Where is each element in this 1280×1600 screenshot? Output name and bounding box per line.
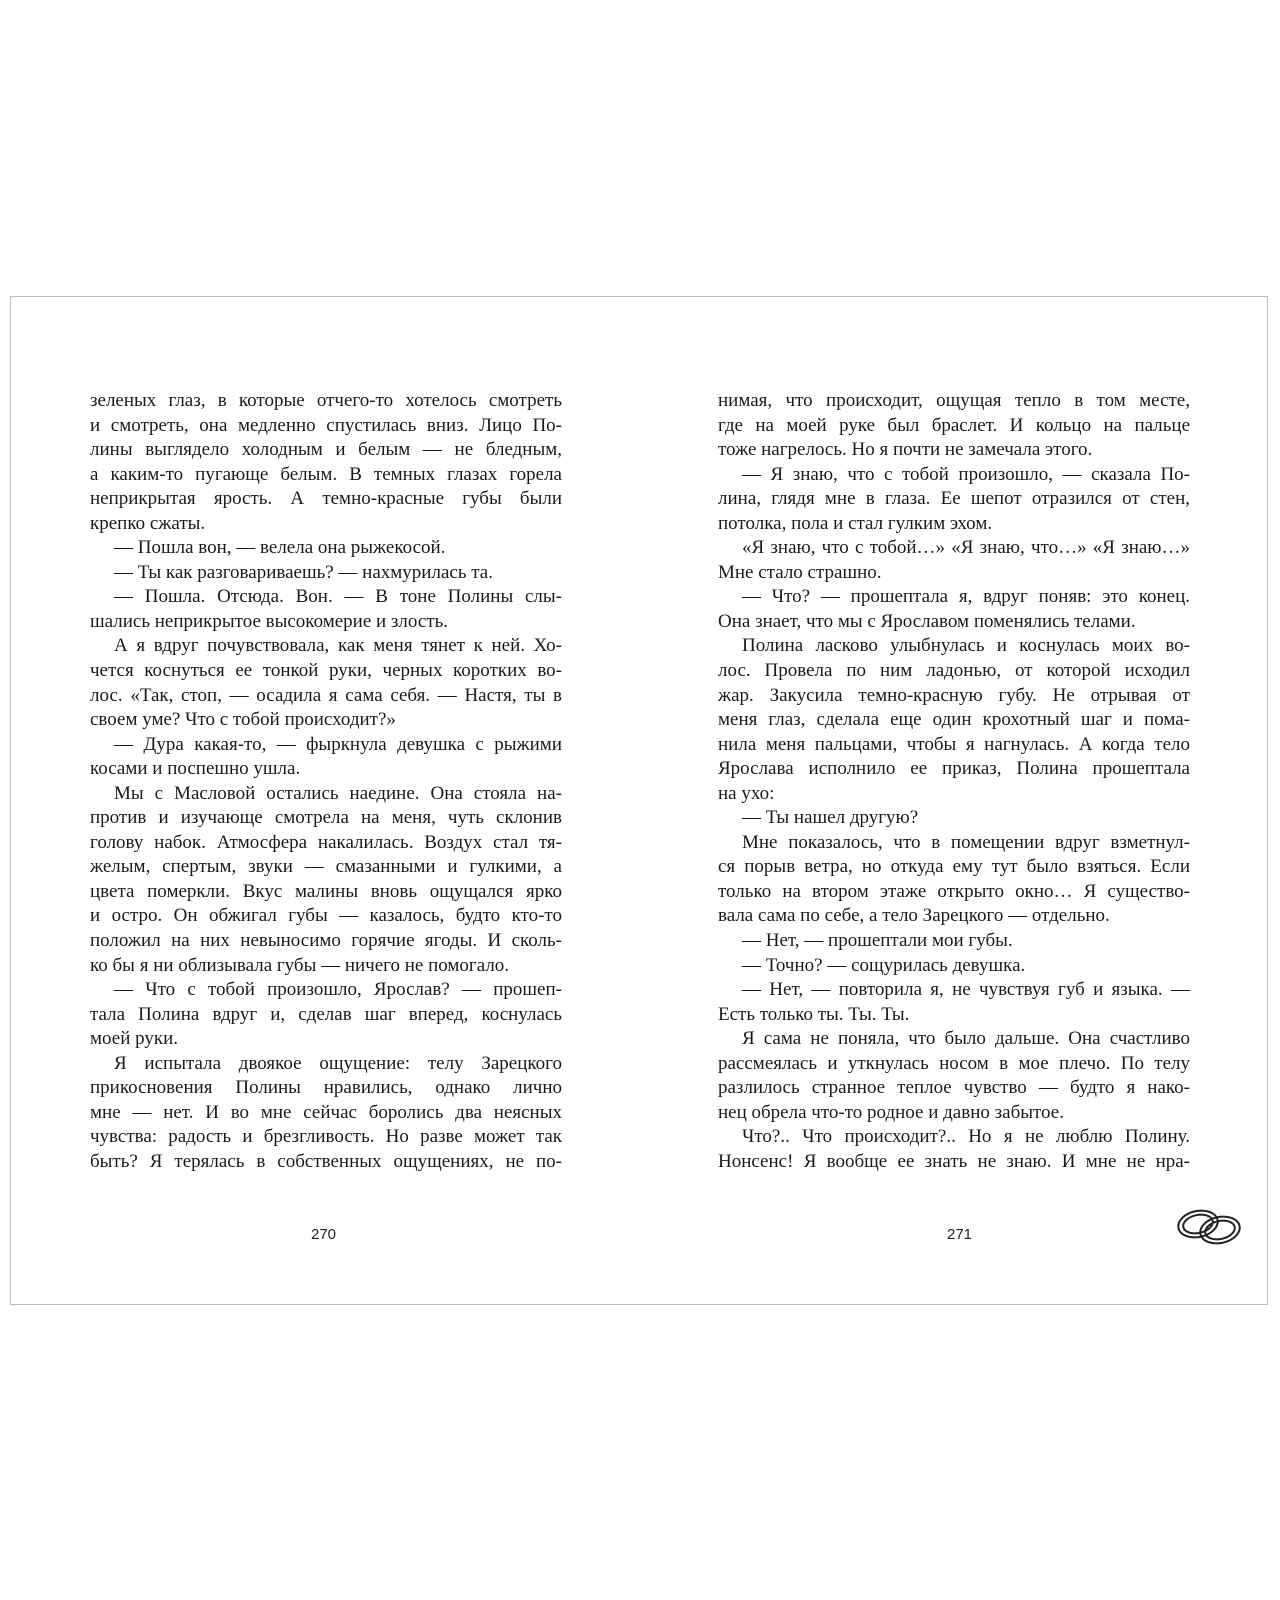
right-page-text-line: Ярослава исполнило ее приказ, Полина прошептала <box>718 758 1190 780</box>
left-page-text-line: лины выглядело холодным и белым — не бледным, <box>90 439 562 461</box>
right-page-text-line: потолка, пола и стал гулким эхом. <box>718 512 993 534</box>
right-page-text-line: Есть только ты. Ты. Ты. <box>718 1003 910 1025</box>
left-page-text-line: желым, спертым, звуки — смазанными и гулкими, а <box>90 856 562 878</box>
right-page-text-line: разлилось странное теплое чувство — будто я нако- <box>718 1077 1190 1099</box>
right-page-text-line: Мне стало страшно. <box>718 561 882 583</box>
right-page-text-line: Полина ласково улыбнулась и коснулась моих во- <box>742 635 1190 657</box>
left-page-text-line: чется коснуться ее тонкой руки, черных коротких во- <box>90 660 562 682</box>
left-page-text-line: косами и поспешно ушла. <box>90 758 301 780</box>
left-page-text-line: зеленых глаз, в которые отчего-то хотелось смотреть <box>90 390 562 411</box>
right-page-text-line: Что?.. Что происходит?.. Но я не люблю Полину. <box>742 1126 1190 1148</box>
left-page-text-line: — Ты как разговариваешь? — нахмурилась та. <box>114 561 493 583</box>
right-page-text-line: — Нет, — прошептали мои губы. <box>742 930 1013 952</box>
right-page-text-line: лина, глядя мне в глаза. Ее шепот отразился от стен, <box>718 488 1190 510</box>
right-page-text-line: нимая, что происходит, ощущая тепло в том месте, <box>718 390 1190 411</box>
right-page-text-line: Она знает, что мы с Ярославом поменялись телами. <box>718 610 1136 632</box>
right-page-text-line: где на моей руке был браслет. И кольцо на пальце <box>718 414 1190 436</box>
right-page-text-line: — Ты нашел другую? <box>742 807 919 829</box>
right-page-text-line: ся порыв ветра, но откуда ему тут было взяться. Если <box>718 856 1190 878</box>
left-page-text-line: — Пошла. Отсюда. Вон. — В тоне Полины слы- <box>114 586 562 608</box>
left-page-text-line: положил на них невыносимо горячие ягоды. И сколь- <box>90 930 562 952</box>
left-page-text-line: неприкрытая ярость. А темно-красные губы были <box>90 488 562 510</box>
right-page-text-line: нец обрела что-то родное и давно забытое. <box>718 1101 1064 1123</box>
right-page-text-line: Мне показалось, что в помещении вдруг взметнул- <box>742 831 1190 853</box>
right-page-text-line: тоже нагрелось. Но я почти не замечала этого. <box>718 439 1093 461</box>
left-page-text-line: голову набок. Атмосфера накалилась. Воздух стал тя- <box>90 831 562 853</box>
left-page-text-line: и остро. Он обжигал губы — казалось, будто кто-то <box>90 905 562 927</box>
left-page-text-line: крепко сжаты. <box>90 512 206 534</box>
left-page-text-line: тала Полина вдруг и, сделав шаг вперед, коснулась <box>90 1003 562 1025</box>
left-page-text-line: ко бы я ни облизывала губы — ничего не помогало. <box>90 954 510 976</box>
left-page-text-line: — Дура какая-то, — фыркнула девушка с рыжими <box>114 733 562 755</box>
left-page-text-line: Мы с Масловой остались наедине. Она стояла на- <box>114 782 562 804</box>
right-page-text-line: вала сама по себе, а тело Зарецкого — отдельно. <box>718 905 1110 927</box>
right-page-text-line: рассмеялась и уткнулась носом в мое плечо. По телу <box>718 1052 1190 1074</box>
right-page-text-line: — Точно? — сощурилась девушка. <box>742 954 1026 976</box>
left-page-text-line: Я испытала двоякое ощущение: телу Зарецкого <box>114 1052 562 1074</box>
left-page-text-line: цвета померкли. Вкус малины вновь ощущался ярко <box>90 880 562 902</box>
right-page-text-line: на ухо: <box>718 782 775 804</box>
right-page-text-line: — Я знаю, что с тобой произошло, — сказала По- <box>742 463 1190 485</box>
left-page-text-line: лос. «Так, стоп, — осадила я сама себя. — Настя, ты в <box>90 684 562 706</box>
right-page-text-line: меня глаз, сделала еще один крохотный шаг и пома- <box>718 709 1190 731</box>
left-page-text <box>90 389 562 1175</box>
left-page-text-line: своем уме? Что с тобой происходит?» <box>90 709 396 731</box>
right-page-text-line: Нонсенс! Я вообще ее знать не знаю. И мне не нра- <box>718 1150 1190 1172</box>
right-page-text-line: «Я знаю, что с тобой…» «Я знаю, что…» «Я знаю…» <box>742 537 1190 559</box>
left-page-text-line: прикосновения Полины нравились, однако лично <box>90 1077 562 1099</box>
right-page-text-line: — Нет, — повторила я, не чувствуя губ и языка. — <box>742 979 1190 1001</box>
right-page-number: 271 <box>947 1226 973 1243</box>
left-page-text-line: моей руки. <box>90 1028 179 1050</box>
right-page-text-line: Я сама не поняла, что было дальше. Она счастливо <box>742 1028 1190 1050</box>
left-page-text-line: мне — нет. И во мне сейчас боролись два неясных <box>90 1101 562 1123</box>
book-spread <box>10 296 1268 1305</box>
right-page-text <box>718 389 1190 1175</box>
left-page-number: 270 <box>311 1226 337 1243</box>
wedding-rings-icon <box>1174 1202 1246 1250</box>
left-page-text-line: быть? Я терялась в собственных ощущениях, не по- <box>90 1150 562 1172</box>
left-page-text-line: шались неприкрытое высокомерие и злость. <box>90 610 449 632</box>
right-page-text-line: — Что? — прошептала я, вдруг поняв: это конец. <box>742 586 1190 608</box>
left-page-text-line: — Что с тобой произошло, Ярослав? — прошеп- <box>114 979 562 1001</box>
left-page-text-line: — Пошла вон, — велела она рыжекосой. <box>114 537 446 559</box>
right-page-text-line: жар. Закусила темно-красную губу. Не отрывая от <box>718 684 1190 706</box>
left-page-text-line: против и изучающе смотрела на меня, чуть склонив <box>90 807 562 829</box>
left-page-text-line: А я вдруг почувствовала, как меня тянет к ней. Хо- <box>114 635 562 657</box>
left-page-text-line: а каким-то пугающе белым. В темных глазах горела <box>90 463 562 485</box>
left-page-text-line: и смотреть, она медленно спустилась вниз. Лицо По- <box>90 414 562 436</box>
right-page-text-line: нила меня пальцами, чтобы я нагнулась. А когда тело <box>718 733 1190 755</box>
right-page-text-line: лос. Провела по ним ладонью, от которой исходил <box>718 660 1190 682</box>
left-page-text-line: чувства: радость и брезгливость. Но разве может так <box>90 1126 562 1148</box>
right-page-text-line: только на втором этаже открыто окно… Я существо- <box>718 880 1190 902</box>
